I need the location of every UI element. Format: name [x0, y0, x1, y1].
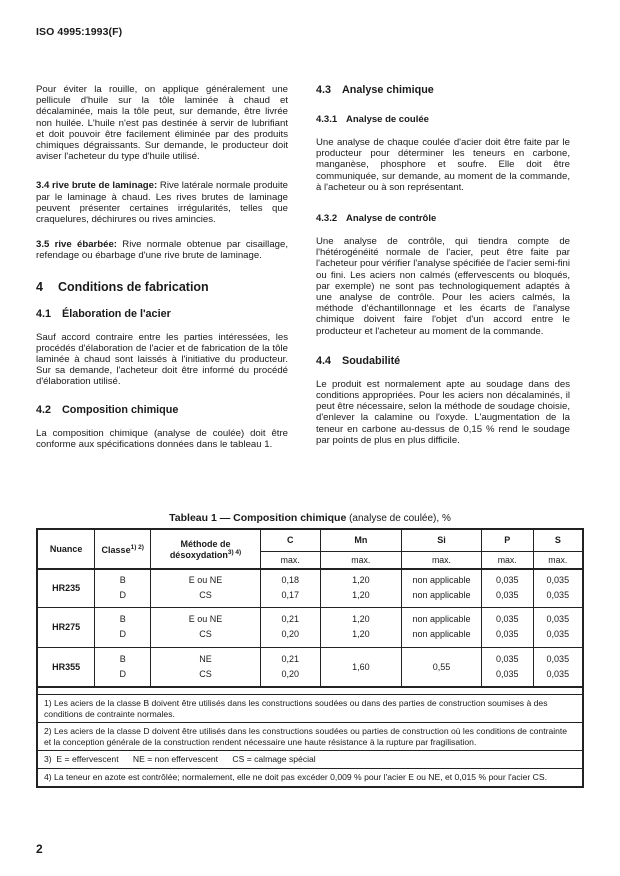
mn-cell — [320, 569, 402, 607]
heading-4-4-number: 4.4 — [316, 354, 332, 367]
heading-4-2-number: 4.2 — [36, 403, 52, 416]
c-value: 0,18 — [281, 575, 299, 586]
s-cell — [533, 607, 583, 647]
paragraph-4-2: La composition chimique (analyse de coulée) doit être conforme aux spécifications données dans le tableau 1. — [36, 427, 288, 450]
si-value: 0,55 — [402, 647, 482, 687]
header-methode-label: Méthode de désoxydation — [169, 538, 231, 560]
notes-spacer-row — [37, 687, 583, 695]
s-value: 0,035 — [546, 590, 570, 601]
classe-value: D — [119, 590, 126, 601]
right-column — [316, 84, 570, 458]
heading-4-2-title: Composition chimique — [62, 403, 179, 416]
classe-cell — [95, 607, 151, 647]
paragraph-3-4 — [36, 180, 288, 225]
classe-value: D — [119, 629, 126, 639]
mn-value: 1,20 — [352, 629, 370, 639]
heading-4-3-2-title: Analyse de contrôle — [346, 213, 437, 225]
s-value: 0,035 — [546, 575, 570, 586]
methode-value: E ou NE — [188, 614, 223, 624]
left-column — [36, 84, 288, 462]
paragraph-4-1: Sauf accord contraire entre les parties intéressées, les procédés d'élaboration de l'acier et de fabrication de la tôle laminée à chaud sont laissés à l'initiative du producteur. Sur sa demande, l'acheteur doit être informé du procédé d'élaboration utilisé. — [36, 331, 288, 388]
table-row — [37, 607, 583, 647]
p-value: 0,035 — [495, 575, 519, 586]
definition-rive-brute: Rive latérale normale produite par le laminage à chaud. Les rives brutes de laminage peuvent présenter certaines irrégularités, telles que craquelures, déchirures ou rives amincies. — [36, 180, 289, 226]
si-cell — [402, 569, 482, 607]
sub-max-s: max. — [533, 551, 583, 569]
nuance-hr275: HR275 — [37, 607, 95, 647]
c-cell — [260, 607, 320, 647]
si-value: non applicable — [412, 575, 471, 586]
si-value: non applicable — [412, 614, 471, 624]
paragraph-4-4: Le produit est normalement apte au soudage dans des conditions appropriées. Pour les aciers non décalaminés, il peut être nécessaire, selon la méthode de soudage choisie, d'enlever la calamine ou l'oxyde. L'augmentation de la teneur en carbone au-dessus de 0,15 % rend le soudage par points de plus en plus difficile. — [316, 378, 570, 446]
notes-spacer — [37, 687, 583, 695]
s-cell — [533, 647, 583, 687]
header-methode — [151, 529, 261, 569]
heading-4-2 — [36, 404, 288, 416]
p-cell — [481, 569, 533, 607]
sub-max-mn: max. — [320, 551, 402, 569]
sub-max-si: max. — [402, 551, 482, 569]
mn-value: 1,20 — [352, 614, 370, 624]
section-number-3-4: 3.4 — [36, 180, 50, 192]
header-si: Si — [402, 529, 482, 551]
methode-value: CS — [199, 668, 212, 679]
classe-cell — [95, 647, 151, 687]
c-cell — [260, 569, 320, 607]
header-methode-notes: 3) 4) — [227, 548, 242, 556]
classe-value: B — [119, 653, 126, 664]
note-2: 2) Les aciers de la classe D doivent être utilisés dans les constructions soudées ou parties de construction où les conditions de contrainte et la conception générale de la construction rendent nécessaire une haute résistance à la rupture par fragilisation. — [37, 723, 583, 751]
si-value: non applicable — [412, 629, 471, 639]
p-value: 0,035 — [495, 668, 519, 679]
c-value: 0,21 — [281, 653, 299, 664]
heading-4-1-number: 4.1 — [36, 307, 52, 320]
classe-value: B — [119, 575, 126, 586]
note-3: 3) E = effervescent NE = non effervescent CS = calmage spécial — [37, 751, 583, 769]
table-note — [37, 723, 583, 751]
table-title-suffix: (analyse de coulée), % — [346, 513, 451, 524]
heading-4-3-title: Analyse chimique — [342, 84, 434, 96]
heading-4-3-2 — [316, 213, 570, 224]
p-value: 0,035 — [495, 590, 519, 601]
mn-cell — [320, 607, 402, 647]
header-classe-label: Classe — [101, 544, 131, 555]
heading-4-1 — [36, 308, 288, 320]
term-rive-ebarbee: rive ébarbée: — [54, 239, 117, 251]
classe-cell — [95, 569, 151, 607]
header-s: S — [533, 529, 583, 551]
classe-value: B — [119, 614, 126, 624]
methode-value: E ou NE — [188, 575, 223, 586]
table-1 — [36, 512, 584, 788]
c-value: 0,20 — [281, 629, 299, 639]
page-number: 2 — [36, 842, 43, 856]
heading-4-3-2-number: 4.3.2 — [316, 213, 338, 225]
methode-value: NE — [199, 653, 212, 664]
heading-4-title: Conditions de fabrication — [58, 279, 209, 294]
running-header: ISO 4995:1993(F) — [36, 26, 123, 38]
definition-rive-ebarbee: Rive normale obtenue par cisaillage, refendage ou ébarbage d'une rive brute de laminage. — [36, 239, 288, 262]
methode-cell — [151, 569, 261, 607]
heading-4-3-1-number: 4.3.1 — [316, 114, 338, 125]
header-p: P — [481, 529, 533, 551]
paragraph-oil: Pour éviter la rouille, on applique généralement une pellicule d'huile sur la tôle laminée à chaud et décalaminée, mais la tôle peut, sur demande, être livrée non huilée. L'huile n'est pas destinée à servir de lubrifiant et doit pouvoir être facilement éliminée par des produits chimiques dégraissants. Sur demande, le producteur doit aviser l'acheteur du type d'huile utilisé. — [36, 84, 288, 163]
heading-4-3 — [316, 84, 570, 96]
paragraph-4-3-1: Une analyse de chaque coulée d'acier doit être faite par le producteur pour déterminer les teneurs en carbone, manganèse, phosphore et soufre. Elle doit être communiquée, sur demande, au moment de la commande, à l'acheteur ou à son représentant. — [316, 137, 570, 193]
nuance-hr235: HR235 — [37, 569, 95, 607]
s-cell — [533, 569, 583, 607]
section-number-3-5: 3.5 — [36, 239, 50, 251]
methode-value: CS — [199, 590, 212, 601]
si-cell — [402, 607, 482, 647]
heading-4-3-1 — [316, 114, 570, 125]
p-value: 0,035 — [495, 614, 519, 624]
p-value: 0,035 — [495, 653, 519, 664]
table-row — [37, 569, 583, 607]
methode-cell — [151, 607, 261, 647]
heading-4-3-1-title: Analyse de coulée — [346, 114, 429, 125]
header-classe-notes: 1) 2) — [130, 543, 144, 551]
heading-4-1-title: Élaboration de l'acier — [62, 307, 171, 320]
note-1: 1) Les aciers de la classe B doivent être utilisés dans les constructions soudées ou dans des parties de construction soumises à des conditions de contrainte normales. — [37, 695, 583, 723]
s-value: 0,035 — [546, 668, 570, 679]
table-note — [37, 768, 583, 786]
table-note — [37, 751, 583, 769]
sub-max-c: max. — [260, 551, 320, 569]
c-value: 0,17 — [281, 590, 299, 601]
table-title — [36, 512, 584, 524]
p-cell — [481, 647, 533, 687]
s-value: 0,035 — [546, 629, 570, 639]
paragraph-4-3-2: Une analyse de contrôle, qui tiendra compte de l'hétérogénéité normale de l'acier, peut être faite par l'acheteur pour vérifier l'analyse spécifiée de l'acier semi-fini ou fini. Les aciers non calmés (effervescents ou bloqués, par exemple) ne sont pas technologiquement adaptés à une analyse de contrôle. Pour les aciers calmés, la méthode d'échantillonnage et les écarts de l'analyse chimique doivent faire l'objet d'un accord entre le producteur et l'acheteur au moment de la commande. — [316, 236, 570, 337]
table-note — [37, 695, 583, 723]
methode-cell — [151, 647, 261, 687]
header-nuance: Nuance — [37, 529, 95, 569]
header-c: C — [260, 529, 320, 551]
si-value: non applicable — [412, 590, 471, 601]
c-cell — [260, 647, 320, 687]
term-rive-brute: rive brute de laminage: — [52, 180, 158, 192]
table-title-main: Tableau 1 — Composition chimique — [169, 512, 347, 524]
table-header-row — [37, 529, 583, 551]
heading-4 — [36, 280, 288, 294]
table-row — [37, 647, 583, 687]
s-value: 0,035 — [546, 653, 570, 664]
mn-value: 1,60 — [320, 647, 402, 687]
heading-4-4 — [316, 355, 570, 367]
nuance-hr355: HR355 — [37, 647, 95, 687]
c-value: 0,21 — [281, 614, 299, 624]
methode-value: CS — [199, 629, 212, 639]
heading-4-3-number: 4.3 — [316, 84, 332, 96]
header-mn: Mn — [320, 529, 402, 551]
sub-max-p: max. — [481, 551, 533, 569]
classe-value: D — [119, 668, 126, 679]
mn-value: 1,20 — [352, 590, 370, 601]
composition-table — [36, 528, 584, 788]
header-classe — [95, 529, 151, 569]
mn-value: 1,20 — [352, 575, 370, 586]
paragraph-3-5 — [36, 239, 288, 261]
heading-4-number: 4 — [36, 279, 43, 294]
c-value: 0,20 — [281, 668, 299, 679]
note-4: 4) La teneur en azote est contrôlée; normalement, elle ne doit pas excéder 0,009 % pour l'acier E ou NE, et 0,015 % pour l'acier CS. — [37, 768, 583, 786]
s-value: 0,035 — [546, 614, 570, 624]
heading-4-4-title: Soudabilité — [342, 354, 401, 367]
p-value: 0,035 — [495, 629, 519, 639]
p-cell — [481, 607, 533, 647]
